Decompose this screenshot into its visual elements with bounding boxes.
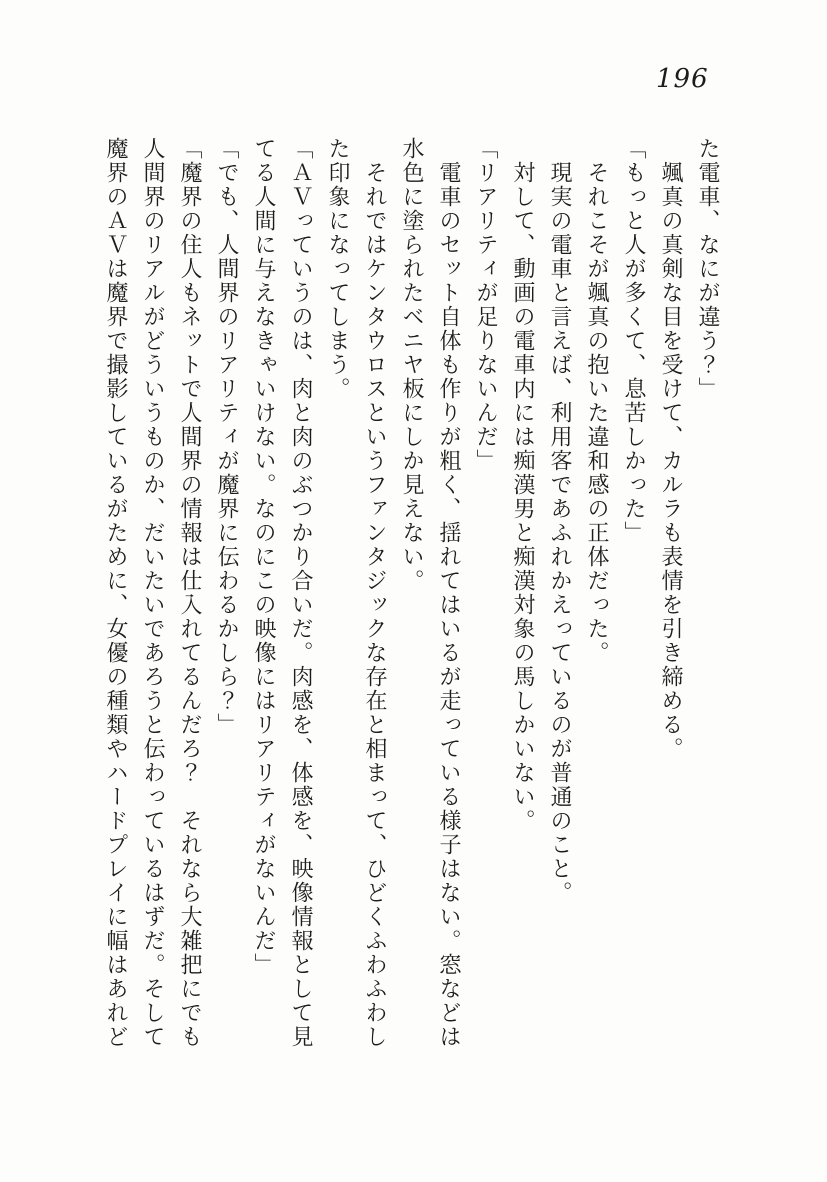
paragraph: 「もっと人が多くて、息苦しかった」	[621, 137, 646, 545]
paragraph: 「ＡＶっていうのは、肉と肉のぶつかり合いだ。肉感を、体感を、映像情報として見てる人間に与えなきゃいけない。なのにこの映像にはリアリティがないんだ」	[251, 137, 313, 1049]
paragraph: それこそが颯真の抱いた違和感の正体だった。	[584, 161, 609, 665]
paragraph: 電車のセット自体も作りが粗く、揺れてはいるが走っている様子はない。窓などは水色に塗られたベニヤ板にしか見えない。	[399, 137, 461, 1049]
paragraph: 「でも、人間界のリアリティが魔界に伝わるかしら？」	[214, 137, 239, 737]
paragraph: 「魔界の住人もネットで人間界の情報は仕入れてるんだろ？ それなら大雑把にでも人間界のリアルがどういうものか、だいたいであろうと伝わっているはずだ。そして魔界のＡＶは魔界で撮影しているがために、女優の種類やハードプレイに幅はあれど	[103, 137, 202, 1049]
paragraph: それではケンタウロスというファンタジックな存在と相まって、ひどくふわふわした印象になってしまう。	[325, 137, 387, 1049]
paragraph: 「リアリティが足りないんだ」	[473, 137, 498, 473]
paragraph: 現実の電車と言えば、利用客であふれかえっているのが普通のこと。	[547, 161, 572, 905]
page-text-vertical	[97, 137, 726, 1057]
paragraph: 颯真の真剣な目を受けて、カルラも表情を引き締める。	[658, 161, 683, 761]
paragraph: 対して、動画の電車内には痴漢男と痴漢対象の馬しかいない。	[510, 161, 535, 833]
page-number: 196	[656, 64, 709, 94]
paragraph: た電車、なにが違う？」	[695, 137, 720, 401]
